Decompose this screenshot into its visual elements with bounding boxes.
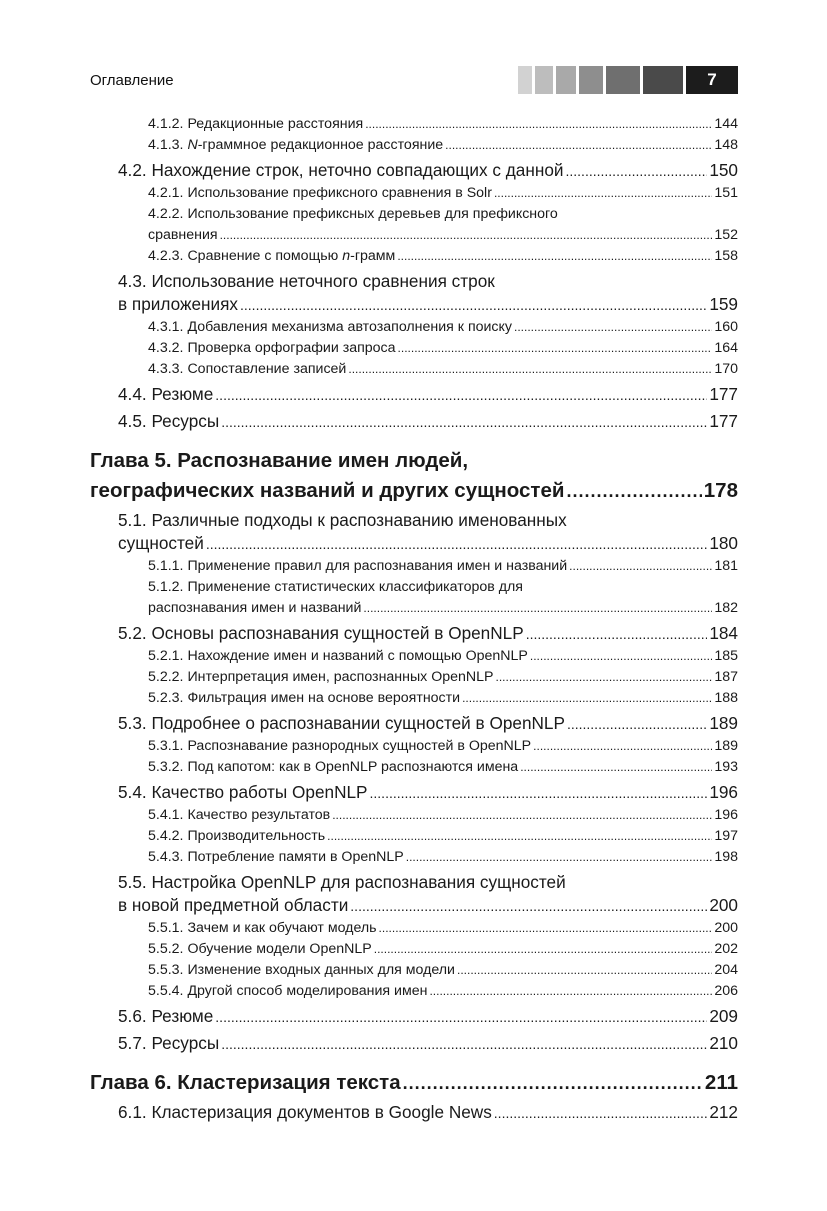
toc-page-number: 200 <box>714 920 738 936</box>
dot-leader <box>365 114 712 135</box>
toc-page-number: 152 <box>714 227 738 243</box>
dot-leader <box>374 939 713 960</box>
toc-entry-title: в приложениях <box>118 294 239 314</box>
toc-entry-title: 4.3.1. Добавления механизма автозаполнения к поиску <box>148 319 512 335</box>
toc-entry-title: 5.3.1. Распознавание разнородных сущностей в OpenNLP <box>148 738 532 754</box>
toc-page-number: 178 <box>703 479 738 502</box>
header-bar <box>518 66 532 94</box>
toc-page-number: 196 <box>714 807 738 823</box>
toc-entry-level-3[interactable] <box>90 688 738 709</box>
toc-entry-level-3[interactable] <box>90 667 738 688</box>
dot-leader <box>569 556 712 577</box>
toc-entry-level-3[interactable] <box>90 183 738 204</box>
header-bar <box>643 66 683 94</box>
toc-entry-level-2[interactable] <box>90 1005 738 1029</box>
dot-leader <box>397 246 712 267</box>
toc-entry-title: 5.2. Основы распознавания сущностей в OpenNLP <box>118 623 524 643</box>
toc-page-number: 198 <box>714 849 738 865</box>
toc-entry-title: 5.5.3. Изменение входных данных для модели <box>148 962 455 978</box>
dot-leader <box>429 981 712 1002</box>
dot-leader <box>406 847 713 868</box>
dot-leader <box>348 359 712 380</box>
toc-page-number: 185 <box>714 648 738 664</box>
toc-entry-title: 5.2.2. Интерпретация имен, распознанных OpenNLP <box>148 669 494 685</box>
toc-entry-title: Глава 5. Распознавание имен людей, <box>90 449 469 472</box>
toc-entry-level-2[interactable] <box>90 712 738 736</box>
header-title: Оглавление <box>90 72 174 89</box>
toc-entry-title: 5.2.3. Фильтрация имен на основе вероятности <box>148 690 461 706</box>
toc-entry-title: 5.4.2. Производительность <box>148 828 326 844</box>
toc-entry-level-2[interactable] <box>90 622 738 646</box>
toc-entry-title: 5.3. Подробнее о распознавании сущностей в OpenNLP <box>118 713 565 733</box>
toc-page-number: 202 <box>714 941 738 957</box>
header-bar <box>556 66 576 94</box>
toc-entry-title: 4.1.3. N-граммное редакционное расстояние <box>148 137 444 153</box>
toc-page-number: 150 <box>709 160 738 180</box>
dot-leader <box>379 918 713 939</box>
toc-entry-title: 4.5. Ресурсы <box>118 411 220 431</box>
toc-entry-title: 5.4. Качество работы OpenNLP <box>118 782 368 802</box>
toc-entry-title: 5.5.1. Зачем и как обучают модель <box>148 920 377 936</box>
toc-entry-title: 4.3.2. Проверка орфографии запроса <box>148 340 396 356</box>
toc-entry-level-2[interactable] <box>90 509 738 556</box>
toc-entry-level-3[interactable] <box>90 556 738 577</box>
toc-page-number: 160 <box>714 319 738 335</box>
dot-leader <box>215 384 707 407</box>
dot-leader <box>462 688 712 709</box>
toc-entry-level-3[interactable] <box>90 918 738 939</box>
toc-entry-title: 4.2. Нахождение строк, неточно совпадающих с данной <box>118 160 564 180</box>
toc-entry-level-2[interactable] <box>90 159 738 183</box>
toc-entry-level-3[interactable] <box>90 736 738 757</box>
dot-leader <box>206 533 708 556</box>
table-of-contents <box>90 114 738 1125</box>
toc-entry-level-2[interactable] <box>90 410 738 434</box>
toc-page-number: 200 <box>709 895 738 915</box>
toc-entry-level-2[interactable] <box>90 270 738 317</box>
dot-leader <box>494 183 712 204</box>
toc-entry-level-3[interactable] <box>90 981 738 1002</box>
toc-page-number: 189 <box>714 738 738 754</box>
toc-page-number: 197 <box>714 828 738 844</box>
toc-page-number: 164 <box>714 340 738 356</box>
dot-leader <box>526 623 708 646</box>
toc-entry-level-3[interactable] <box>90 577 738 619</box>
toc-page-number: 159 <box>709 294 738 314</box>
toc-entry-level-2[interactable] <box>90 1101 738 1125</box>
toc-entry-level-2[interactable] <box>90 383 738 407</box>
toc-entry-level-3[interactable] <box>90 939 738 960</box>
dot-leader <box>215 1006 707 1029</box>
toc-entry-level-3[interactable] <box>90 317 738 338</box>
header-bar <box>579 66 603 94</box>
toc-entry-level-1[interactable] <box>90 1068 738 1098</box>
dot-leader <box>494 1102 708 1125</box>
dot-leader <box>567 713 707 736</box>
toc-page-number: 181 <box>714 558 738 574</box>
dot-leader <box>220 225 713 246</box>
dot-leader <box>221 411 707 434</box>
toc-entry-title: географических названий и других сущностей <box>90 479 565 502</box>
toc-page-number: 206 <box>714 983 738 999</box>
dot-leader <box>566 160 708 183</box>
page-number: 7 <box>686 66 738 94</box>
toc-page-number: 148 <box>714 137 738 153</box>
dot-leader <box>566 476 701 506</box>
toc-page-number: 170 <box>714 361 738 377</box>
toc-entry-title: 5.5. Настройка OpenNLP для распознавания сущностей <box>118 872 566 892</box>
toc-entry-title: 5.5.4. Другой способ моделирования имен <box>148 983 428 999</box>
toc-page-number: 211 <box>704 1071 738 1094</box>
dot-leader <box>350 895 707 918</box>
toc-entry-level-3[interactable] <box>90 757 738 778</box>
toc-entry-level-3[interactable] <box>90 805 738 826</box>
header-bar <box>606 66 640 94</box>
toc-entry-title: 4.2.3. Сравнение с помощью n-грамм <box>148 248 396 264</box>
toc-entry-title: 5.3.2. Под капотом: как в OpenNLP распознаются имена <box>148 759 519 775</box>
running-header <box>90 66 738 94</box>
toc-entry-title: 5.1. Различные подходы к распознаванию именованных <box>118 510 567 530</box>
toc-entry-level-2[interactable] <box>90 1032 738 1056</box>
toc-entry-title: распознавания имен и названий <box>148 600 362 616</box>
dot-leader <box>496 667 713 688</box>
dot-leader <box>533 736 712 757</box>
toc-entry-title: 5.2.1. Нахождение имен и названий с помощью OpenNLP <box>148 648 528 664</box>
toc-entry-level-3[interactable] <box>90 847 738 868</box>
toc-entry-level-2[interactable] <box>90 781 738 805</box>
toc-page-number: 189 <box>709 713 738 733</box>
dot-leader <box>332 805 712 826</box>
toc-page-number: 177 <box>709 411 738 431</box>
toc-page-number: 188 <box>714 690 738 706</box>
toc-page-number: 144 <box>714 116 738 132</box>
toc-page-number: 180 <box>709 533 738 553</box>
toc-entry-title: Глава 6. Кластеризация текста <box>90 1071 401 1094</box>
toc-entry-level-3[interactable] <box>90 204 738 246</box>
toc-entry-title: 4.1.2. Редакционные расстояния <box>148 116 364 132</box>
toc-entry-title: 4.2.2. Использование префиксных деревьев для префиксного <box>148 206 558 222</box>
toc-page-number: 177 <box>709 384 738 404</box>
header-bar <box>535 66 553 94</box>
toc-page-number: 193 <box>714 759 738 775</box>
toc-entry-title: 4.2.1. Использование префиксного сравнения в Solr <box>148 185 492 201</box>
toc-entry-level-3[interactable] <box>90 826 738 847</box>
toc-entry-title: 5.5.2. Обучение модели OpenNLP <box>148 941 372 957</box>
toc-entry-level-3[interactable] <box>90 135 738 156</box>
toc-entry-title: сущностей <box>118 533 204 553</box>
toc-page-number: 184 <box>709 623 738 643</box>
toc-page-number: 182 <box>714 600 738 616</box>
dot-leader <box>520 757 712 778</box>
toc-entry-title: 4.4. Резюме <box>118 384 214 404</box>
toc-entry-title: в новой предметной области <box>118 895 349 915</box>
toc-page-number: 187 <box>714 669 738 685</box>
toc-page-number: 204 <box>714 962 738 978</box>
toc-page-number: 209 <box>709 1006 738 1026</box>
toc-entry-title: 5.4.3. Потребление памяти в OpenNLP <box>148 849 404 865</box>
dot-leader <box>221 1033 707 1056</box>
toc-entry-title: 5.4.1. Качество результатов <box>148 807 331 823</box>
dot-leader <box>514 317 712 338</box>
dot-leader <box>403 1068 703 1098</box>
toc-entry-level-3[interactable] <box>90 338 738 359</box>
toc-page-number: 212 <box>709 1102 738 1122</box>
dot-leader <box>363 598 712 619</box>
dot-leader <box>327 826 712 847</box>
toc-entry-level-1[interactable] <box>90 446 738 506</box>
toc-page-number: 151 <box>714 185 738 201</box>
toc-entry-level-3[interactable] <box>90 960 738 981</box>
toc-entry-level-3[interactable] <box>90 359 738 380</box>
toc-entry-level-2[interactable] <box>90 871 738 918</box>
toc-entry-title: 5.1.1. Применение правил для распознавания имен и названий <box>148 558 568 574</box>
toc-entry-level-3[interactable] <box>90 246 738 267</box>
toc-entry-title: сравнения <box>148 227 218 243</box>
toc-entry-title: 4.3. Использование неточного сравнения строк <box>118 271 495 291</box>
toc-page-number: 158 <box>714 248 738 264</box>
dot-leader <box>445 135 712 156</box>
toc-entry-title: 5.6. Резюме <box>118 1006 214 1026</box>
dot-leader <box>457 960 712 981</box>
toc-entry-title: 6.1. Кластеризация документов в Google News <box>118 1102 492 1122</box>
dot-leader <box>530 646 712 667</box>
toc-entry-title: 5.1.2. Применение статистических классификаторов для <box>148 579 523 595</box>
toc-page-number: 196 <box>709 782 738 802</box>
toc-entry-level-3[interactable] <box>90 114 738 135</box>
header-decoration <box>518 66 738 94</box>
dot-leader <box>370 782 708 805</box>
dot-leader <box>398 338 713 359</box>
toc-entry-title: 4.3.3. Сопоставление записей <box>148 361 347 377</box>
toc-entry-level-3[interactable] <box>90 646 738 667</box>
toc-page-number: 210 <box>709 1033 738 1053</box>
dot-leader <box>240 294 707 317</box>
toc-entry-title: 5.7. Ресурсы <box>118 1033 220 1053</box>
